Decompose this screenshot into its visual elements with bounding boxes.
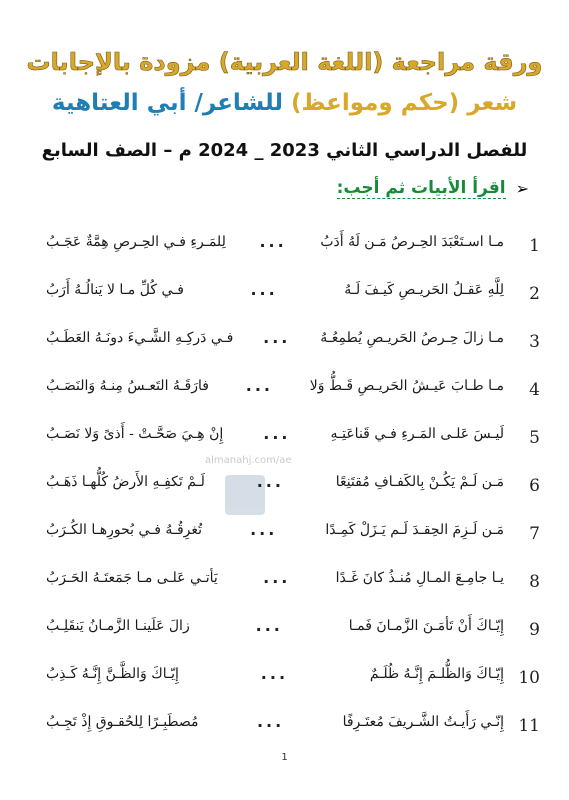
worksheet-subtitle <box>0 90 569 116</box>
verse-second-hemistich: فـي كُلِّ مـا لا يَنالُـهُ أَرَبُ <box>46 281 184 298</box>
verse-line <box>46 232 504 251</box>
verse-separator: ... <box>245 376 273 395</box>
verse-second-hemistich: يَأتـي عَلـى مـا جَمَعتَـهُ الحَـرَبُ <box>46 569 218 586</box>
verse-separator: ... <box>259 232 287 251</box>
verse-separator: ... <box>260 664 289 683</box>
verse-number: 4 <box>529 380 540 400</box>
verse-second-hemistich: تُغرِقُـهُ فـي بُحورِهـا الكُـرَبُ <box>46 521 203 538</box>
verse-number: 7 <box>529 524 540 544</box>
verse-number: 5 <box>529 428 540 448</box>
term-grade-line: للفصل الدراسي الثاني 2023 _ 2024 م – الصف السابع <box>41 140 528 161</box>
verse-number: 8 <box>529 572 540 592</box>
arrow-bullet-icon: ➢ <box>515 179 529 198</box>
verse-line <box>46 328 504 347</box>
verse-second-hemistich: إِنْ هِـيَ صَحَّـتْ - أَذىً وَلا نَصَـبُ <box>46 425 224 442</box>
verse-first-hemistich: يـا جامِـعَ المـالِ مُنـذُ كانَ غَـدًا <box>335 569 504 586</box>
verse-first-hemistich: مَـن لَـزِمَ الحِقـدَ لَـم يَـزَلْ كَمِـدًا <box>325 521 504 538</box>
verse-number: 11 <box>518 716 540 736</box>
verse-separator: ... <box>255 616 283 635</box>
verse-second-hemistich: لَـمْ تَكفِـهِ الأَرضُ كُلُّهـا ذَهَـبُ <box>46 473 205 490</box>
verse-number: 1 <box>529 236 540 256</box>
verse-line <box>46 664 504 683</box>
verse-separator: ... <box>250 280 278 299</box>
verse-separator: ... <box>256 712 285 731</box>
verse-line <box>46 280 504 299</box>
verse-row <box>40 324 540 372</box>
verse-separator: ... <box>263 328 291 347</box>
verse-line <box>46 616 504 635</box>
verse-row <box>40 612 540 660</box>
verse-row <box>40 276 540 324</box>
verse-separator: ... <box>263 568 291 587</box>
verse-second-hemistich: فارَقَـهُ التَعـسُ مِنـهُ وَالنَصَـبُ <box>46 377 209 394</box>
page-number: 1 <box>281 752 288 763</box>
verse-number: 2 <box>529 284 540 304</box>
verse-second-hemistich: مُصطَبِـرًا لِلحُقـوقِ إِذْ تَجِـبُ <box>46 713 199 730</box>
verse-number: 3 <box>529 332 540 352</box>
verse-row <box>40 468 540 516</box>
verse-line <box>46 712 504 731</box>
verse-row <box>40 372 540 420</box>
verse-first-hemistich: مـا طـابَ عَيـشُ الحَريـصِ قَـطُّ وَلا <box>309 377 504 394</box>
verse-second-hemistich: زالَ عَلَينـا الزَّمـانُ يَنقَلِـبُ <box>46 617 190 634</box>
verse-row <box>40 516 540 564</box>
worksheet-title: ورقة مراجعة (اللغة العربية) مزودة بالإجابات <box>26 48 543 76</box>
verse-first-hemistich: لَيـسَ عَلـى المَـرءِ فـي قَناعَتِـهِ <box>330 425 504 442</box>
instruction <box>337 178 529 199</box>
poem-genre: شعر (حكم ومواعظ) <box>291 90 518 116</box>
verse-first-hemistich: إِيّـاكَ أَنْ تَأمَـنَ الزَّمـانَ فَمـا <box>348 617 504 634</box>
verse-line <box>46 520 504 539</box>
verse-row <box>40 708 540 756</box>
watermark-text: almanahj.com/ae <box>205 455 292 466</box>
verse-first-hemistich: إِيّـاكَ وَالظُّلـمَ إِنَّـهُ ظُلَـمٌ <box>369 665 504 682</box>
verse-line <box>46 424 504 443</box>
verse-list <box>40 228 540 756</box>
verse-number: 9 <box>529 620 540 640</box>
verse-first-hemistich: إِنّـي رَأَيـتُ الشَّـريفَ مُعتَـرِفًا <box>342 713 504 730</box>
instruction-text: اقرأ الأبيات ثم أجب: <box>336 178 506 198</box>
verse-row <box>40 660 540 708</box>
poet-name: للشاعر/ أبي العتاهية <box>51 90 283 116</box>
verse-first-hemistich: مـا اسـتَعْبَدَ الحِـرصُ مَـن لَهُ أَدَبُ <box>320 233 504 250</box>
verse-row <box>40 228 540 276</box>
verse-separator: ... <box>263 424 291 443</box>
verse-separator: ... <box>256 472 284 491</box>
verse-line <box>46 472 504 491</box>
verse-first-hemistich: مَـن لَـمْ يَكُـنْ بِالكَفـافِ مُقتَنِعًا <box>335 473 504 490</box>
verse-first-hemistich: مـا زالَ حِـرصُ الحَريـصِ يُطمِعُـهُ <box>320 329 504 346</box>
verse-number: 10 <box>518 668 540 688</box>
verse-row <box>40 420 540 468</box>
verse-row <box>40 564 540 612</box>
verse-line <box>46 376 504 395</box>
verse-second-hemistich: إِيّـاكَ وَالظَّـنَّ إِنَّـهُ كَـذِبُ <box>46 665 179 682</box>
verse-number: 6 <box>529 476 540 496</box>
verse-line <box>46 568 504 587</box>
verse-second-hemistich: لِلمَـرءِ فـي الحِـرصِ هِمَّةٌ عَجَـبُ <box>46 233 226 250</box>
verse-first-hemistich: لِلَّهِ عَقـلُ الحَريـصِ كَيـفَ لَـهُ <box>344 281 504 298</box>
verse-second-hemistich: فـي دَركِـهِ الشَّـيءَ دونَـهُ العَطَـبُ <box>46 329 234 346</box>
verse-separator: ... <box>250 520 278 539</box>
